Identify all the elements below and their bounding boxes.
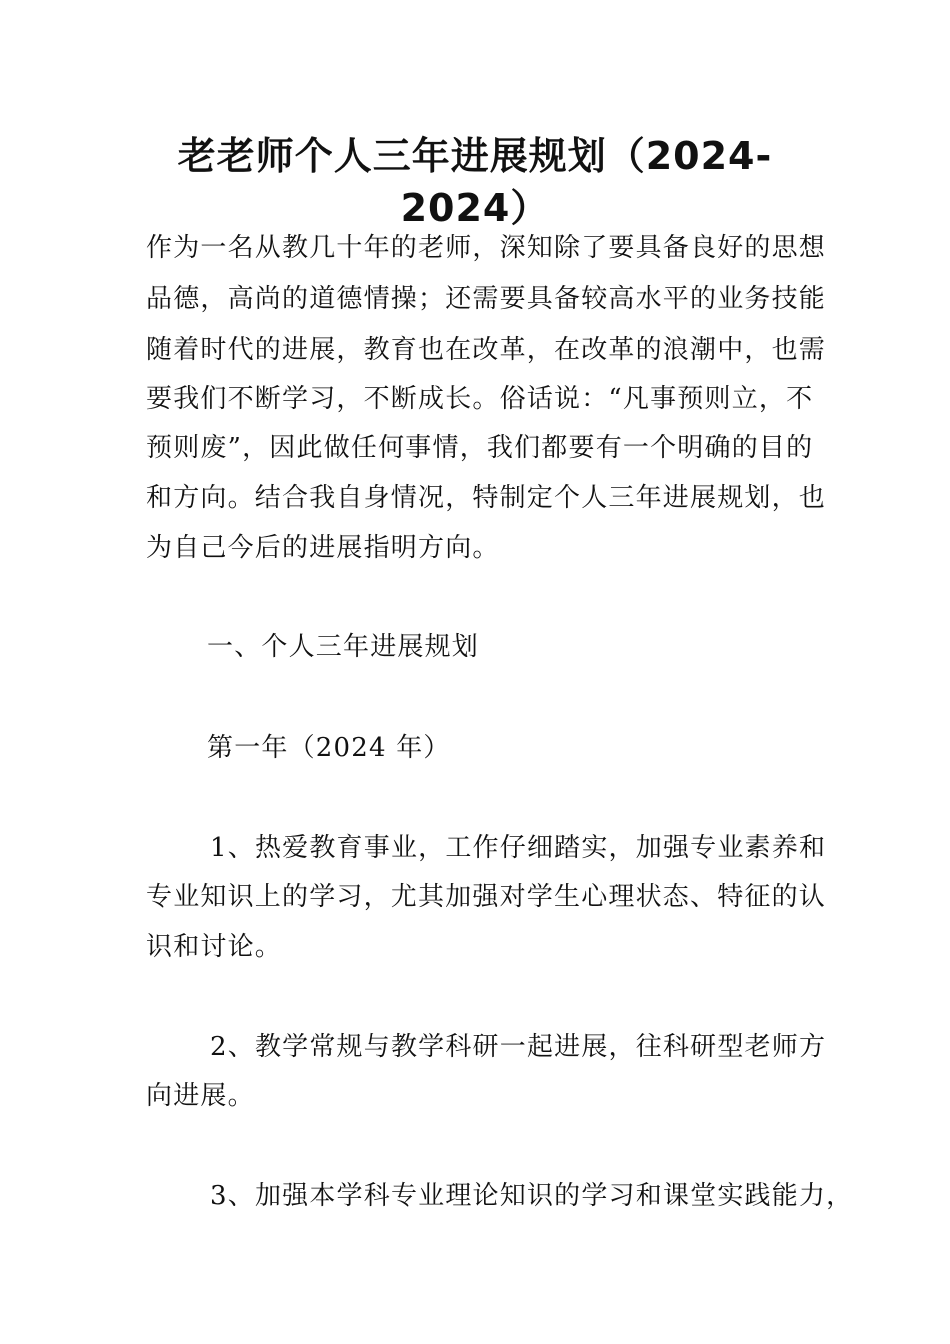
section-heading: 一、个人三年进展规划 — [207, 632, 480, 662]
item1-line-2: 专业知识上的学习，尤其加强对学生心理状态、特征的认 — [146, 882, 827, 912]
year1-heading: 第一年（2024 年） — [207, 733, 451, 763]
item2-line-1: 2、教学常规与教学科研一起进展，往科研型老师方 — [210, 1032, 827, 1062]
intro-line-6: 和方向。结合我自身情况，特制定个人三年进展规划，也 — [146, 483, 827, 513]
intro-line-2: 品德，高尚的道德情操；还需要具备较高水平的业务技能 — [146, 284, 827, 314]
intro-line-5: 预则废”，因此做任何事情，我们都要有一个明确的目的 — [146, 433, 814, 463]
title-line-2: 2024） — [400, 186, 550, 230]
intro-line-1: 作为一名从教几十年的老师，深知除了要具备良好的思想 — [146, 233, 827, 263]
document-title — [0, 130, 950, 234]
intro-line-3: 随着时代的进展，教育也在改革，在改革的浪潮中，也需 — [146, 335, 827, 365]
item1-line-3: 识和讨论。 — [146, 932, 283, 962]
item1-line-1: 1、热爱教育事业，工作仔细踏实，加强专业素养和 — [210, 833, 827, 863]
intro-line-7: 为自己今后的进展指明方向。 — [146, 533, 500, 563]
item2-line-2: 向进展。 — [146, 1081, 255, 1111]
intro-line-4: 要我们不断学习，不断成长。俗话说：“凡事预则立，不 — [146, 384, 814, 414]
title-line-1: 老老师个人三年进展规划（2024- — [177, 134, 773, 178]
item3-line-1: 3、加强本学科专业理论知识的学习和课堂实践能力， — [210, 1181, 854, 1211]
